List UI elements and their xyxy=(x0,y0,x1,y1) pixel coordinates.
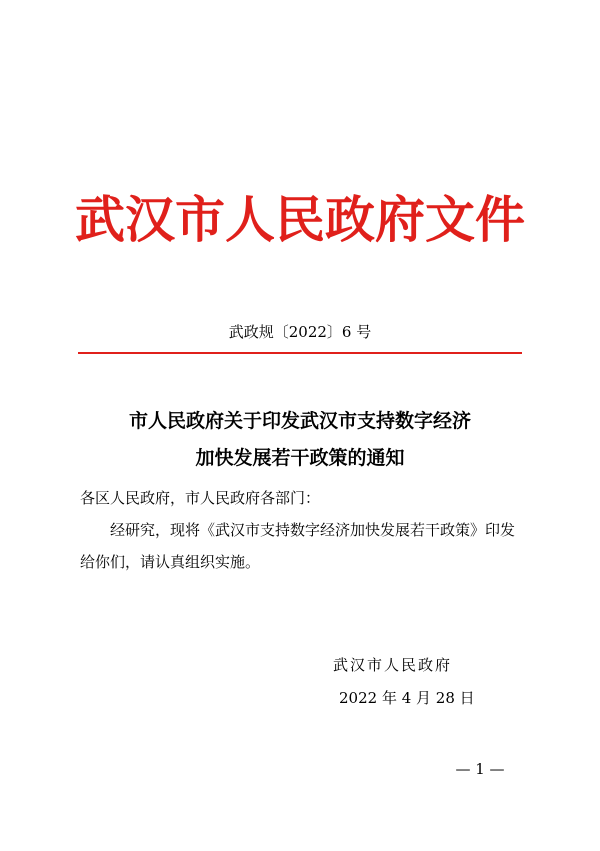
document-header-title: 武汉市人民政府文件 xyxy=(75,190,525,249)
body-paragraph-line-1: 经研究，现将《武汉市支持数字经济加快发展若干政策》印发 xyxy=(110,521,516,539)
header-divider-line xyxy=(78,352,522,354)
notice-title-line-1: 市人民政府关于印发武汉市支持数字经济 xyxy=(128,410,471,432)
document-number: 武政规〔2022〕6 号 xyxy=(228,323,372,341)
issue-date: 2022 年 4 月 28 日 xyxy=(339,689,475,707)
body-paragraph-line-2: 给你们，请认真组织实施。 xyxy=(80,553,261,571)
page-number: — 1 — xyxy=(455,760,505,778)
notice-title-line-2: 加快发展若干政策的通知 xyxy=(195,447,405,469)
issuer-signature: 武汉市人民政府 xyxy=(333,656,453,674)
salutation: 各区人民政府，市人民政府各部门： xyxy=(80,489,321,507)
